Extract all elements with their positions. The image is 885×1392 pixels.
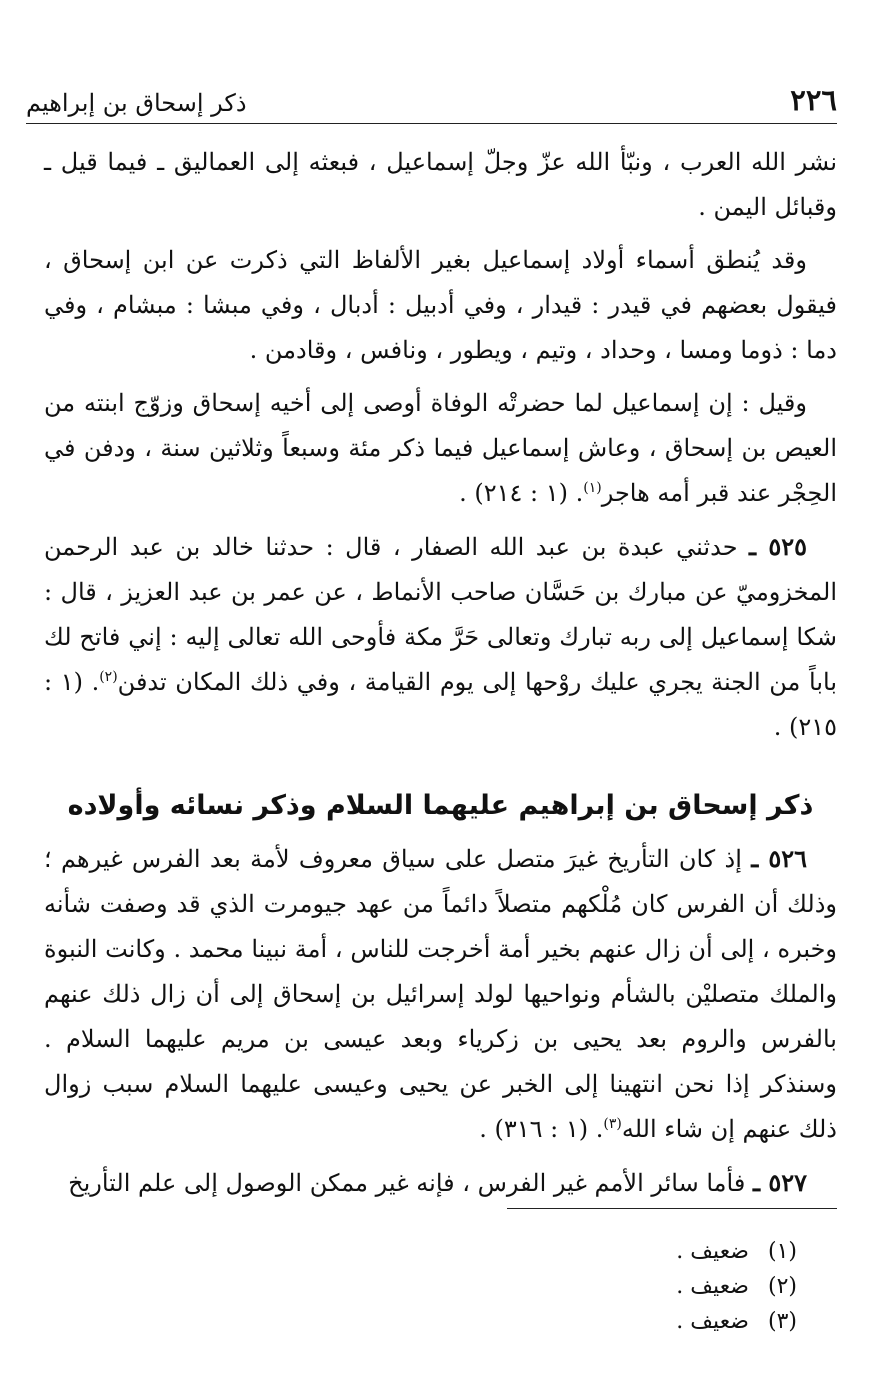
footnote-number: (٢) bbox=[767, 1274, 797, 1299]
footnote bbox=[497, 1234, 797, 1269]
footnote-text: ضعيف . bbox=[676, 1239, 749, 1264]
footnote-text: ضعيف . bbox=[676, 1309, 749, 1334]
footnote-number: (١) bbox=[767, 1239, 797, 1264]
footnote bbox=[497, 1304, 797, 1339]
source-reference: . (١ : ٢١٤) . bbox=[459, 479, 584, 507]
paragraph-text: فأما سائر الأمم غير الفرس ، فإنه غير ممكن الوصول إلى علم التأريخ bbox=[68, 1169, 746, 1197]
paragraph-text: وقيل : إن إسماعيل لما حضرتْه الوفاة أوصى إلى أخيه إسحاق وزوّج ابنته من العيص بن إسحاق ، وعاش إسماعيل فيما ذكر مئة وسبعاً وثلاثين سنة ، ودفن في الحِجْر عند قبر أمه هاجر bbox=[44, 389, 837, 507]
footnote bbox=[497, 1269, 797, 1304]
footnote-marker: (٢) bbox=[99, 669, 118, 685]
narration-number: ٥٢٥ ـ bbox=[749, 532, 807, 561]
paragraph-text: إذ كان التأريخ غيرَ متصل على سياق معروف لأمة بعد الفرس غيرهم ؛ وذلك أن الفرس كان مُلْكهم متصلاً دائماً من عهد جيومرت الذي قد وصفت شأنه وخبره ، إلى أن زال عنهم بخير أمة أخرجت للناس ، أمة نبينا محمد . وكانت النبوة والملك متصليْن بالشأم ونواحيها لولد إسرائيل بن إسحاق إلى أن زال ذلك عنهم بالفرس والروم بعد يحيى بن زكرياء وبعد عيسى بن مريم عليهما السلام . وسنذكر إذا نحن انتهينا إلى الخبر عن يحيى وعيسى عليهما السلام سبب زوال ذلك عنهم إن شاء الله bbox=[44, 845, 837, 1143]
narration-number: ٥٢٧ ـ bbox=[752, 1168, 807, 1197]
source-reference: . (١ : ٣١٦) . bbox=[479, 1115, 604, 1143]
narration-number: ٥٢٦ ـ bbox=[751, 844, 807, 873]
source-reference: . (١ : ٢١٥) . bbox=[44, 668, 837, 741]
footnote-text: ضعيف . bbox=[676, 1274, 749, 1299]
paragraph: نشر الله العرب ، ونبّأ الله عزّ وجلّ إسماعيل ، فبعثه إلى العماليق ـ فيما قيل ـ وقبائل اليمن . bbox=[44, 148, 837, 221]
narration-paragraph bbox=[44, 524, 837, 750]
narration-paragraph bbox=[44, 836, 837, 1152]
running-title: ذكر إسحاق بن إبراهيم bbox=[26, 89, 247, 117]
footnote-number: (٣) bbox=[767, 1309, 797, 1334]
main-text bbox=[44, 140, 837, 1214]
footnote-marker: (٣) bbox=[603, 1116, 622, 1132]
page-header bbox=[26, 84, 837, 124]
footnote-marker: (١) bbox=[583, 480, 602, 496]
footnote-divider bbox=[507, 1208, 837, 1209]
paragraph bbox=[44, 381, 837, 516]
narration-paragraph bbox=[44, 1160, 837, 1206]
section-heading: ذكر إسحاق بن إبراهيم عليهما السلام وذكر نسائه وأولاده bbox=[67, 790, 814, 821]
page-number: ٢٢٦ bbox=[790, 83, 837, 117]
footnotes bbox=[497, 1234, 797, 1339]
paragraph-text: حدثني عبدة بن عبد الله الصفار ، قال : حدثنا خالد بن عبد الرحمن المخزوميّ عن مبارك بن حَسَّان صاحب الأنماط ، عن عمر بن عبد العزيز ، قال : شكا إسماعيل إلى ربه تبارك وتعالى حَرَّ مكة فأوحى الله تعالى إليه : إني فاتح لك باباً من الجنة يجري عليك روْحها إلى يوم القيامة ، وفي ذلك المكان تدفن bbox=[44, 533, 838, 696]
paragraph: وقد يُنطق أسماء أولاد إسماعيل بغير الألفاظ التي ذكرت عن ابن إسحاق ، فيقول بعضهم في قيدر : قيدار ، وفي أدبيل : أدبال ، وفي مبشا : مبشام ، وفي دما : ذوما ومسا ، وحداد ، وتيم ، ويطور ، ونافس ، وقادمن . bbox=[44, 246, 837, 364]
